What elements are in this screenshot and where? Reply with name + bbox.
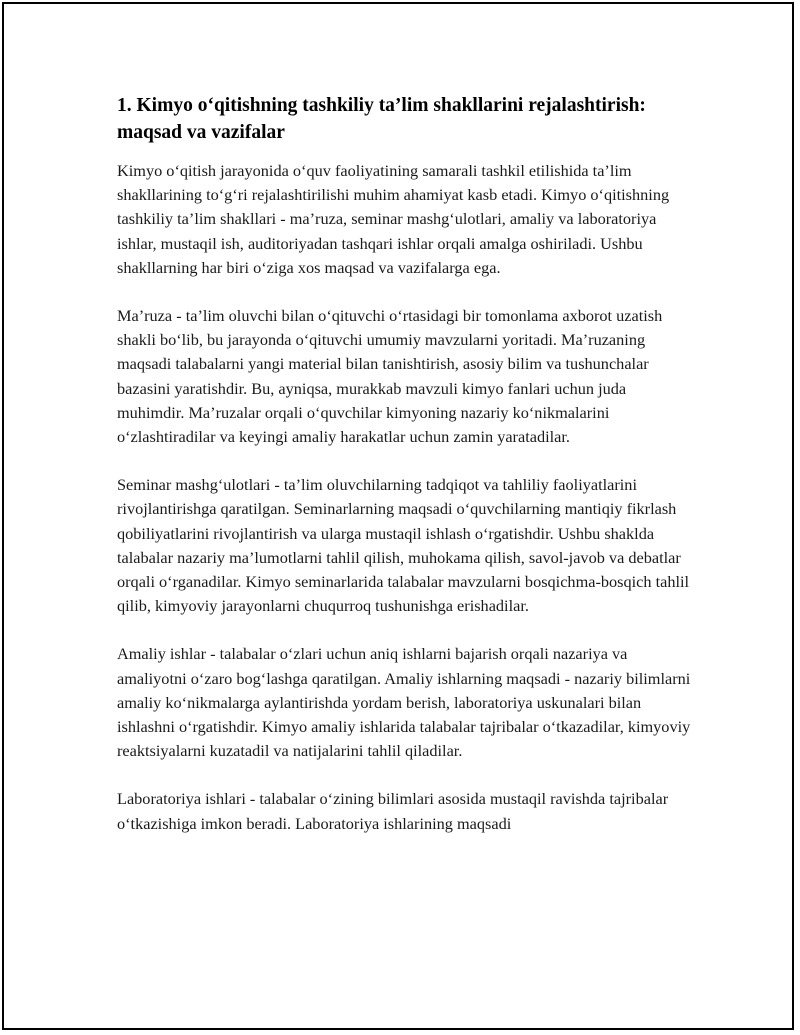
paragraph-lecture: Ma’ruza - ta’lim oluvchi bilan o‘qituvchi o‘rtasidagi bir tomonlama axborot uzatish shakli bo‘lib, bu jarayonda o‘qituvchi umumiy mavzularni yoritadi. Ma’ruzaning maqsadi talabalarni yangi material bilan tanishtirish, asosiy bilim va tushunchalar bazasini yaratishdir. Bu, ayniqsa, murakkab mavzuli kimyo fanlari uchun juda muhimdir. Ma’ruzalar orqali o‘quvchilar kimyoning nazariy ko‘nikmalarini o‘zlashtiradilar va keyingi amaliy harakatlar uchun zamin yaratadilar. — [117, 306, 663, 447]
section-heading: 1. Kimyo o‘qitishning tashkiliy ta’lim shakllarini rejalashtirish: maqsad va vazifalar — [117, 95, 646, 143]
paragraph-intro: Kimyo o‘qitish jarayonida o‘quv faoliyatining samarali tashkil etilishida ta’lim shakllarining to‘g‘ri rejalashtirilishi muhim ahamiyat kasb etadi. Kimyo o‘qitishning tashkiliy ta’lim shakllari - ma’ruza, seminar mashg‘ulotlari, amaliy va laboratoriya ishlar, mustaqil ish, auditoriyadan tashqari ishlar orqali amalga oshiriladi. Ushbu shakllarning har biri o‘ziga xos maqsad va vazifalarga ega. — [117, 161, 670, 277]
paragraph-laboratory: Laboratoriya ishlari - talabalar o‘zining bilimlari asosida mustaqil ravishda tajribalar o‘tkazishiga imkon beradi. Laboratoriya ishlarining maqsadi — [117, 789, 669, 833]
paragraph-practical: Amaliy ishlar - talabalar o‘zlari uchun aniq ishlarni bajarish orqali nazariya va amaliyotni o‘zaro bog‘lashga qaratilgan. Amaliy ishlarning maqsadi - nazariy bilimlarni amaliy ko‘nikmalarga aylantirishda yordam berish, laboratoriya uskunalari bilan ishlashni o‘rgatishdir. Kimyo amaliy ishlarida talabalar tajribalar o‘tkazadilar, kimyoviy reaktsiyalarni kuzatadil va natijalarini tahlil qiladilar. — [117, 644, 691, 761]
paragraph-seminar: Seminar mashg‘ulotlari - ta’lim oluvchilarning tadqiqot va tahliliy faoliyatlarini rivojlantirishga qaratilgan. Seminarlarning maqsadi o‘quvchilarning mantiqiy fikrlash qobiliyatlarini rivojlantirish va ularga mustaqil ishlash o‘rgatishdir. Ushbu shaklda talabalar nazariy ma’lumotlarni tahlil qilish, muhokama qilish, savol-javob va debatlar orqali o‘rganadilar. Kimyo seminarlarida talabalar mavzularni bosqichma-bosqich tahlil qilib, kimyoviy jarayonlarni chuqurroq tushunishga erishadilar. — [117, 475, 690, 616]
document-body — [117, 92, 697, 836]
